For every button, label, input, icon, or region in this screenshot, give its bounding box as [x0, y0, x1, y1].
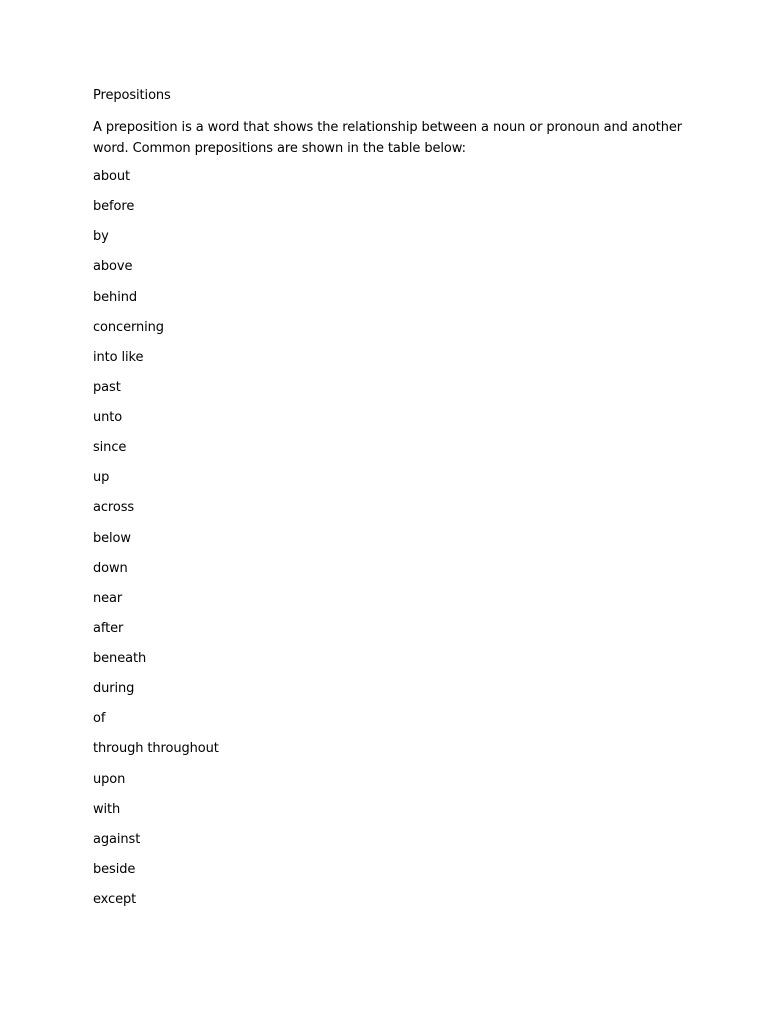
preposition-item: after [93, 620, 124, 636]
intro-paragraph: A preposition is a word that shows the relationship between a noun or pronoun and another word. Common prepositions are shown in the table below: [93, 120, 682, 156]
preposition-item: across [93, 500, 135, 516]
preposition-item: by [93, 229, 109, 245]
preposition-item: into like [93, 349, 144, 365]
preposition-item: unto [93, 410, 123, 425]
preposition-item: with [93, 801, 121, 817]
preposition-item: since [93, 440, 127, 456]
preposition-item: through throughout [93, 741, 219, 757]
preposition-item: upon [93, 771, 126, 787]
preposition-item: concerning [93, 319, 164, 335]
preposition-list [93, 168, 683, 909]
preposition-item: except [93, 892, 137, 907]
preposition-item: down [93, 560, 128, 576]
preposition-item: beside [93, 861, 136, 877]
preposition-item: past [93, 379, 121, 395]
preposition-item: near [93, 590, 123, 606]
preposition-item: against [93, 831, 141, 847]
preposition-item: below [93, 530, 131, 546]
preposition-item: before [93, 199, 135, 215]
document-title: Prepositions [93, 88, 171, 103]
preposition-item: beneath [93, 651, 147, 666]
preposition-item: above [93, 259, 133, 275]
preposition-item: about [93, 169, 131, 184]
preposition-item: behind [93, 289, 137, 305]
preposition-item: during [93, 681, 135, 697]
preposition-item: of [93, 711, 106, 727]
document-body [93, 87, 683, 921]
preposition-item: up [93, 470, 110, 486]
